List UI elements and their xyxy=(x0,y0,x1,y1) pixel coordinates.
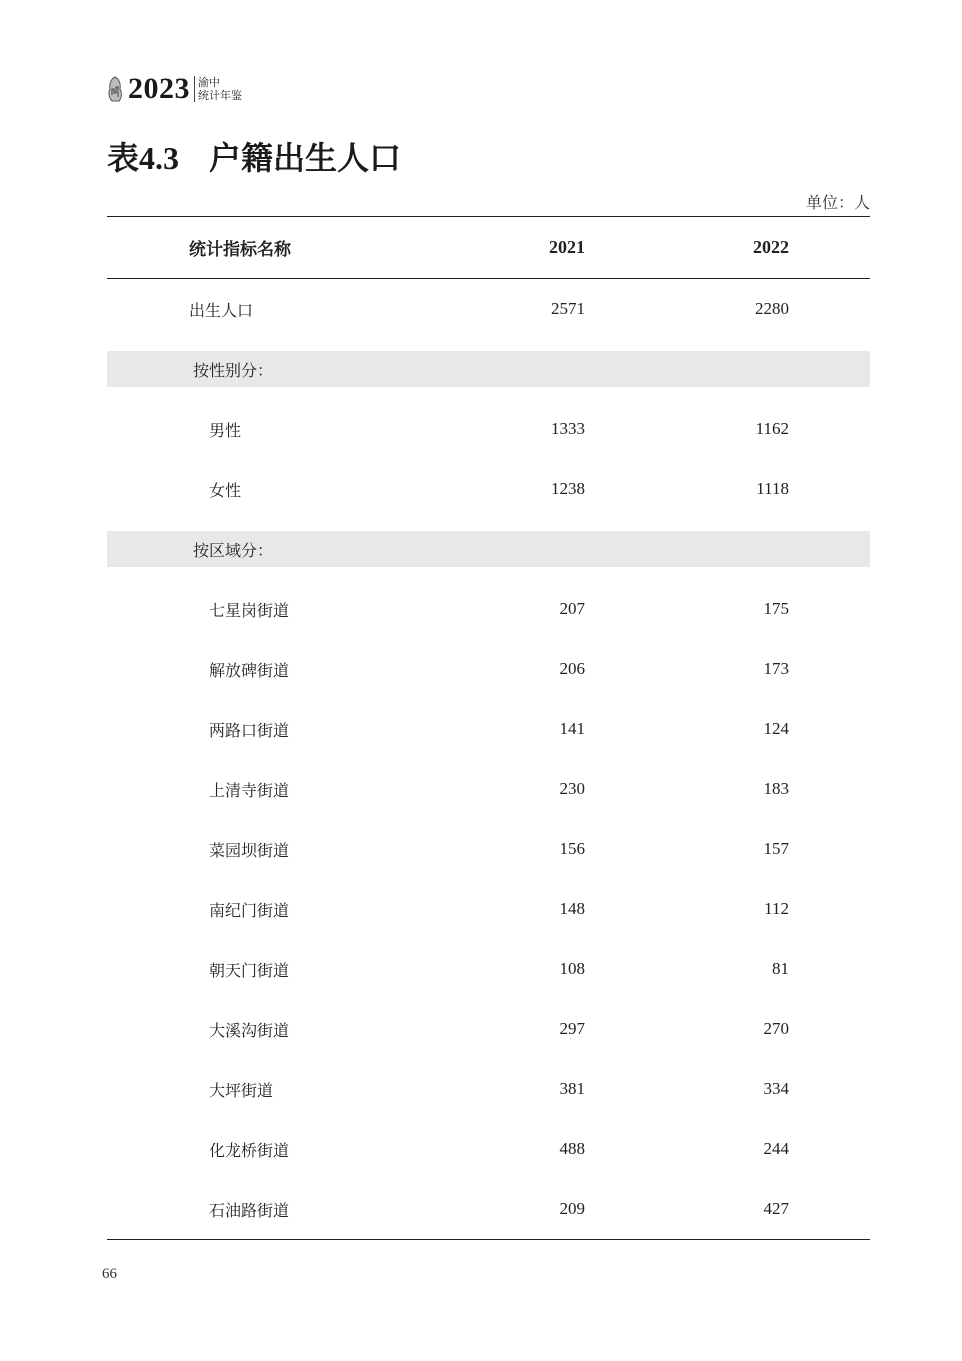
value-2022: 427 xyxy=(763,1199,789,1218)
row-label: 大坪街道 xyxy=(209,1080,274,1100)
value-2021: 1238 xyxy=(551,479,585,498)
row-label: 七星岗街道 xyxy=(209,600,290,620)
row-label: 朝天门街道 xyxy=(209,960,290,980)
row-label: 石油路街道 xyxy=(209,1200,290,1220)
value-2021: 141 xyxy=(559,719,585,738)
value-2022: 175 xyxy=(763,599,789,618)
value-2022: 270 xyxy=(763,1019,789,1038)
skyline-emblem-icon xyxy=(106,75,124,103)
table-row xyxy=(107,999,870,1059)
section-row-area xyxy=(107,531,870,567)
table-row xyxy=(107,939,870,999)
table-row xyxy=(107,819,870,879)
table-row xyxy=(107,879,870,939)
value-2021: 207 xyxy=(559,599,585,618)
value-2022: 244 xyxy=(763,1139,789,1158)
table-title-text: 户籍出生人口 xyxy=(209,139,402,177)
section-label: 按区域分： xyxy=(193,540,274,560)
value-2021: 1333 xyxy=(551,419,585,438)
value-2021: 209 xyxy=(559,1199,585,1218)
value-2022: 173 xyxy=(763,659,789,678)
column-header-2022: 2022 xyxy=(753,237,789,257)
value-2021: 108 xyxy=(559,959,585,978)
value-2021: 206 xyxy=(559,659,585,678)
row-label: 上清寺街道 xyxy=(209,780,290,800)
value-2022: 81 xyxy=(772,959,789,978)
row-label: 大溪沟街道 xyxy=(209,1020,290,1040)
value-2022: 112 xyxy=(764,899,789,918)
table-title-prefix: 表 xyxy=(107,139,140,177)
table-row xyxy=(107,1059,870,1119)
table-row xyxy=(107,459,870,519)
value-2022: 1118 xyxy=(756,479,789,498)
value-2022: 183 xyxy=(763,779,789,798)
logo-year: 2023 xyxy=(128,72,190,105)
table-row xyxy=(107,759,870,819)
logo-text xyxy=(198,76,242,102)
logo-text-line2: 统计年鉴 xyxy=(198,89,242,102)
row-label: 南纪门街道 xyxy=(209,900,290,920)
row-label: 女性 xyxy=(209,480,242,500)
table-row xyxy=(107,639,870,699)
table-row xyxy=(107,1119,870,1179)
row-label: 化龙桥街道 xyxy=(209,1140,290,1160)
yearbook-logo xyxy=(106,72,242,106)
table-row xyxy=(107,399,870,459)
value-2022: 124 xyxy=(763,719,789,738)
value-2022: 2280 xyxy=(755,299,789,318)
value-2022: 157 xyxy=(763,839,789,858)
value-2022: 334 xyxy=(763,1079,789,1098)
row-label: 出生人口 xyxy=(189,300,254,320)
table-row xyxy=(107,579,870,639)
value-2021: 2571 xyxy=(551,299,585,318)
row-label: 解放碑街道 xyxy=(209,660,290,680)
unit-label: 单位：人 xyxy=(805,193,870,212)
table-title-number: 4.3 xyxy=(139,140,180,176)
section-row-gender xyxy=(107,351,870,387)
table-header-row xyxy=(107,217,870,279)
table-title xyxy=(107,138,401,178)
value-2022: 1162 xyxy=(755,419,789,438)
logo-text-line1: 渝中 xyxy=(198,76,220,89)
row-label: 菜园坝街道 xyxy=(209,840,290,860)
table-row-total xyxy=(107,279,870,339)
value-2021: 381 xyxy=(559,1079,585,1098)
value-2021: 148 xyxy=(559,899,585,918)
value-2021: 156 xyxy=(559,839,585,858)
value-2021: 488 xyxy=(559,1139,585,1158)
row-label: 男性 xyxy=(209,420,242,440)
row-label: 两路口街道 xyxy=(209,720,290,740)
page-number: 66 xyxy=(102,1266,117,1282)
table-row xyxy=(107,1179,870,1239)
section-label: 按性别分： xyxy=(193,360,274,380)
logo-divider xyxy=(194,76,195,102)
value-2021: 230 xyxy=(559,779,585,798)
table-row xyxy=(107,699,870,759)
column-header-2021: 2021 xyxy=(549,237,585,257)
data-table xyxy=(107,216,870,1240)
value-2021: 297 xyxy=(559,1019,585,1038)
column-header-indicator: 统计指标名称 xyxy=(189,240,291,260)
